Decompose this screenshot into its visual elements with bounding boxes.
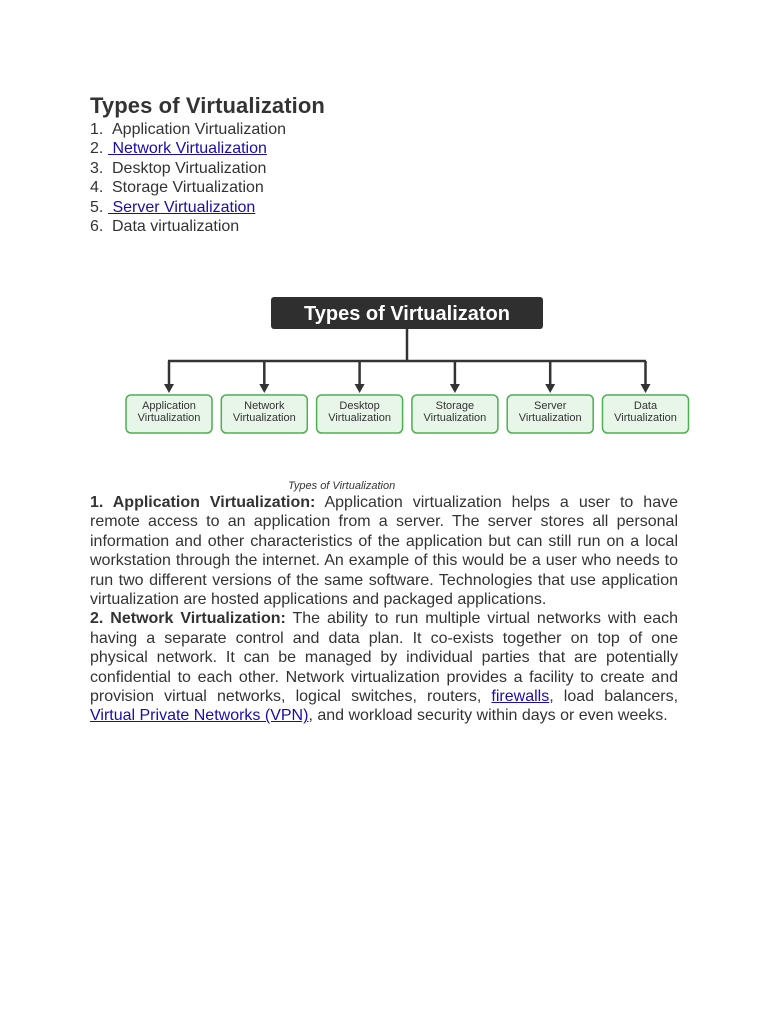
arrow-down-icon bbox=[545, 384, 555, 393]
diagram-type-label: Network bbox=[244, 400, 285, 412]
section-title: 1. Application Virtualization: bbox=[90, 494, 316, 511]
section-text: Application virtualization helps a user to have remote access to an application from a server. The server stores all personal information and other characteristics of the application but can still run on a local workstation through the internet. An example of this would be a user who needs to run two different versions of the same software. Technologies that use application virtualization are hosted applications and packaged applications. bbox=[90, 494, 678, 609]
arrow-down-icon bbox=[259, 384, 269, 393]
arrow-down-icon bbox=[641, 384, 651, 393]
diagram-type-label: Storage bbox=[435, 400, 475, 412]
list-number: 4. bbox=[90, 179, 104, 197]
list-number: 6. bbox=[90, 218, 104, 236]
section-application-virtualization bbox=[90, 493, 678, 609]
diagram-type-label: Virtualization bbox=[518, 412, 582, 424]
list-number: 5. bbox=[90, 198, 104, 216]
diagram-type-label: Server bbox=[533, 400, 567, 412]
section-title: 2. Network Virtualization: bbox=[90, 610, 286, 628]
list-number: 3. bbox=[90, 159, 104, 177]
list-label: Storage Virtualization bbox=[112, 179, 264, 197]
diagram-title: Types of Virtualizaton bbox=[304, 303, 510, 325]
diagram-boxes bbox=[126, 361, 689, 433]
arrow-down-icon bbox=[355, 384, 365, 393]
server-virtualization-link[interactable]: Server Virtualization bbox=[108, 198, 256, 216]
arrow-down-icon bbox=[164, 384, 174, 393]
list-number: 2. bbox=[90, 140, 104, 158]
section-network-virtualization bbox=[90, 609, 678, 725]
virtualization-diagram bbox=[0, 0, 768, 480]
list-number: 1. bbox=[90, 121, 104, 138]
list-label: Desktop Virtualization bbox=[112, 159, 267, 177]
article-body bbox=[90, 493, 678, 726]
section-text: , and workload security within days or even weeks. bbox=[308, 707, 668, 725]
arrow-down-icon bbox=[450, 384, 460, 393]
section-text: , load balancers, bbox=[549, 688, 679, 706]
diagram-type-label: Desktop bbox=[339, 400, 380, 412]
network-virtualization-link[interactable]: Network Virtualization bbox=[108, 140, 267, 158]
firewalls-link[interactable]: firewalls bbox=[491, 688, 550, 706]
vpn-link[interactable]: Virtual Private Networks (VPN) bbox=[90, 707, 309, 725]
diagram-type-label: Virtualization bbox=[232, 412, 296, 424]
list-label: Application Virtualization bbox=[112, 121, 287, 138]
diagram-type-label: Virtualization bbox=[328, 412, 391, 424]
section-text: The ability to run multiple virtual networks with each having a separate control and data plan. It co-exists together on top of one physical network. It can be managed by individual parties that are potentially confidential to each other. Network virtualization provides a facility to create and provision virtual networks, logical switches, routers, bbox=[90, 610, 678, 706]
diagram-type-label: Data bbox=[633, 400, 658, 412]
diagram-type-label: Virtualization bbox=[614, 412, 677, 424]
diagram-type-label: Virtualization bbox=[423, 412, 487, 424]
diagram-type-label: Application bbox=[142, 400, 196, 412]
figure-caption: Types of Virtualization bbox=[288, 480, 396, 492]
page-heading: Types of Virtualization bbox=[90, 93, 325, 118]
diagram-type-label: Virtualization bbox=[137, 412, 201, 424]
list-label: Data virtualization bbox=[112, 218, 240, 236]
